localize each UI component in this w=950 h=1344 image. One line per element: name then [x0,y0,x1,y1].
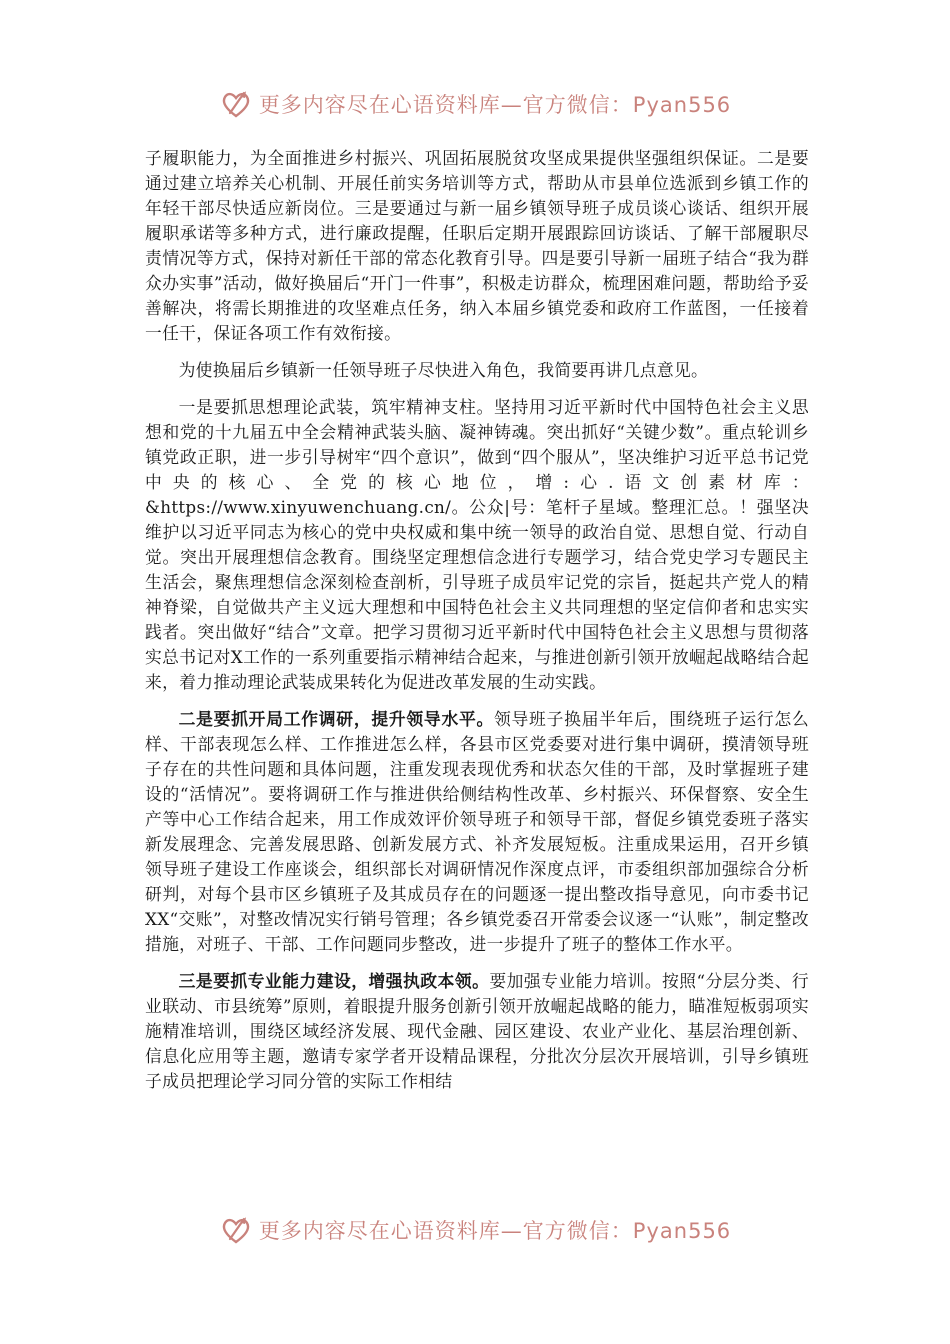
paragraph-lead-heading: 二是要抓开局工作调研，提升领导水平。 [178,709,495,729]
paragraph-lead-heading: 三是要抓专业能力建设，增强执政本领。 [178,971,490,991]
paragraph-3 [145,395,809,695]
paragraph-text: 领导班子换届半年后，围绕班子运行怎么样、干部表现怎么样、工作推进怎么样，各县市区党委要对进行集中调研，摸清领导班子存在的共性问题和具体问题，注重发现表现优秀和状态欠佳的干部，及时掌握班子建设的“活情况”。要将调研工作与推进供给侧结构性改革、乡村振兴、环保督察、安全生产等中心工作结合起来，用工作成效评价领导班子和领导干部，督促乡镇党委班子落实新发展理念、完善发展思路、创新发展方式、补齐发展短板。注重成果运用，召开乡镇领导班子建设工作座谈会，组织部长对调研情况作深度点评，市委组织部加强综合分析研判，对每个县市区乡镇班子及其成员存在的问题逐一提出整改指导意见，向市委书记XX“交账”，对整改情况实行销号管理；各乡镇党委召开常委会议逐一“认账”，制定整改措施，对班子、干部、工作问题同步整改，进一步提升了班子的整体工作水平。 [145,709,809,954]
paragraph-5 [145,969,809,1094]
heart-quill-icon [219,1213,253,1247]
paragraph-text: 子履职能力，为全面推进乡村振兴、巩固拓展脱贫攻坚成果提供坚强组织保证。二是要通过建立培养关心机制、开展任前实务培训等方式，帮助从市县单位选派到乡镇工作的年轻干部尽快适应新岗位。三是要通过与新一届乡镇领导班子成员谈心谈话、组织开展履职承诺等多种方式，进行廉政提醒，任职后定期开展跟踪回访谈话、了解干部履职尽责情况等方式，保持对新任干部的常态化教育引导。四是要引导新一届班子结合“我为群众办实事”活动，做好换届后“开门一件事”，积极走访群众，梳理困难问题，帮助给予妥善解决，将需长期推进的攻坚难点任务，纳入本届乡镇党委和政府工作蓝图，一任接着一任干，保证各项工作有效衔接。 [145,148,809,343]
paragraph-text: 一是要抓思想理论武装，筑牢精神支柱。坚持用习近平新时代中国特色社会主义思想和党的十九届五中全会精神武装头脑、凝神铸魂。突出抓好“关键少数”。重点轮训乡镇党政正职，进一步引导树牢“四个意识”，做到“四个服从”，坚决维护习近平总书记党中央的核心、全党的核心地位，增:心.语文创素材库：&https://www.xinyuwenchuang.cn/。公众|号：笔杆子星域。整理汇总。！强坚决维护以习近平同志为核心的党中央权威和集中统一领导的政治自觉、思想自觉、行动自觉。突出开展理想信念教育。围绕坚定理想信念进行专题学习，结合党史学习专题民主生活会，聚焦理想信念深刻检查剖析，引导班子成员牢记党的宗旨，挺起共产党人的精神脊梁，自觉做共产主义远大理想和中国特色社会主义共同理想的坚定信仰者和忠实实践者。突出做好“结合”文章。把学习贯彻习近平新时代中国特色社会主义思想与贯彻落实总书记对X工作的一系列重要指示精神结合起来，与推进创新引领开放崛起战略结合起来，着力推动理论武装成果转化为促进改革发展的生动实践。 [145,397,809,692]
banner-text: 更多内容尽在心语资料库—官方微信：Pyan556 [258,93,732,117]
header-watermark-banner [0,82,950,126]
paragraph-2 [145,358,809,383]
banner-text: 更多内容尽在心语资料库—官方微信：Pyan556 [258,1219,732,1243]
document-body [145,146,809,1106]
paragraph-4 [145,707,809,957]
paragraph-text: 要加强专业能力培训。按照“分层分类、行业联动、市县统筹”原则，着眼提升服务创新引领开放崛起战略的能力，瞄准短板弱项实施精准培训，围绕区域经济发展、现代金融、园区建设、农业产业化、基层治理创新、信息化应用等主题，邀请专家学者开设精品课程，分批次分层次开展培训，引导乡镇班子成员把理论学习同分管的实际工作相结 [145,971,809,1091]
footer-watermark-banner [0,1208,950,1252]
heart-quill-icon [219,87,253,121]
paragraph-1 [145,146,809,346]
paragraph-text: 为使换届后乡镇新一任领导班子尽快进入角色，我简要再讲几点意见。 [178,360,709,380]
